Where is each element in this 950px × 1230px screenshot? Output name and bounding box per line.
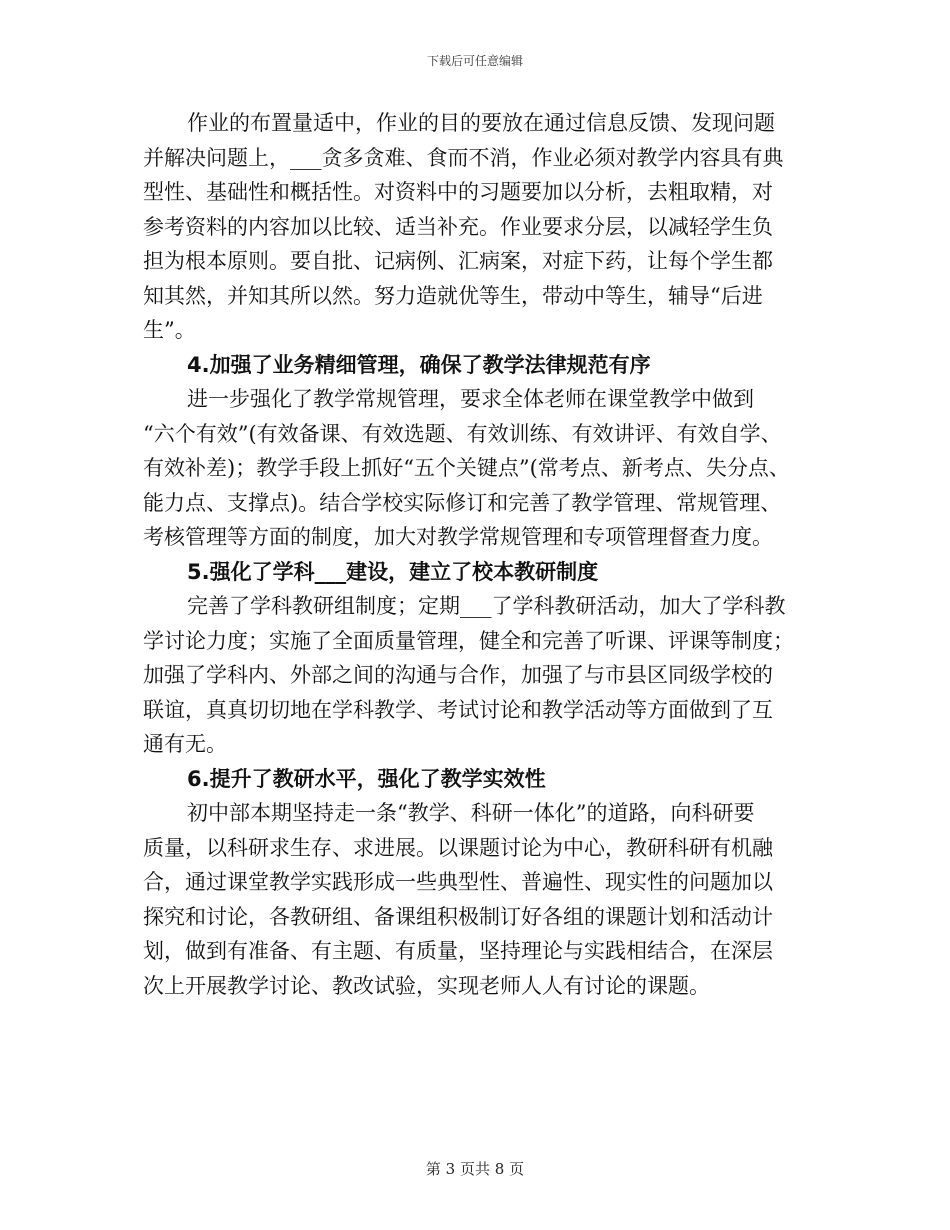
text-line: 担为根本原则。要自批、记病例、汇病案，对症下药，让每个学生都 (143, 249, 773, 273)
text-line: 加强了学科内、外部之间的沟通与合作，加强了与市县区同级学校的 (143, 663, 773, 687)
text-line: 质量，以科研求生存、求进展。以课题讨论为中心，教研科研有机融 (143, 835, 773, 860)
text-line: 完善了学科教研组制度；定期___了学科教研活动，加大了学科教 (187, 594, 786, 618)
text-line: 作业的布置量适中，作业的目的要放在通过信息反馈、发现问题 (187, 111, 775, 135)
section-heading-5: 5.强化了学科___建设，建立了校本教研制度 (187, 559, 599, 584)
text-line: 联谊，真真切切地在学科教学、考试讨论和教学活动等方面做到了互 (143, 697, 773, 722)
section-heading-4: 4.加强了业务精细管理，确保了教学法律规范有序 (187, 352, 651, 377)
text-line: “六个有效”(有效备课、有效选题、有效训练、有效讲评、有效自学、 (143, 421, 782, 446)
text-line: 考核管理等方面的制度，加大对教学常规管理和专项管理督查力度。 (143, 525, 773, 549)
paragraph-research-system (143, 589, 823, 762)
text-line: 并解决问题上，___贪多贪难、食而不消，作业必须对教学内容具有典 (143, 145, 784, 170)
text-line: 知其然，并知其所以然。努力造就优等生，带动中等生，辅导“后进 (143, 283, 763, 308)
page-number: 第 3 页共 8 页 (425, 1160, 525, 1178)
text-line: 进一步强化了教学常规管理，要求全体老师在课堂教学中做到 (187, 387, 754, 411)
section-heading-6: 6.提升了教研水平，强化了教学实效性 (187, 766, 546, 791)
text-line: 探究和讨论，各教研组、备课组积极制订好各组的课题计划和活动计 (143, 904, 773, 929)
document-body (143, 106, 823, 1003)
text-line: 划，做到有准备、有主题、有质量，坚持理论与实践相结合，在深层 (143, 939, 773, 963)
text-line: 学讨论力度；实施了全面质量管理，健全和完善了听课、评课等制度； (143, 628, 794, 653)
paragraph-management (143, 382, 823, 555)
text-line: 通有无。 (143, 732, 227, 756)
text-line: 初中部本期坚持走一条“教学、科研一体化”的道路，向科研要 (187, 801, 755, 825)
text-line: 型性、基础性和概括性。对资料中的习题要加以分析，去粗取精，对 (143, 180, 773, 204)
text-line: 次上开展教学讨论、教改试验，实现老师人人有讨论的课题。 (143, 973, 710, 998)
text-line: 生”。 (143, 318, 196, 342)
text-line: 有效补差)；教学手段上抓好“五个关键点”(常考点、新考点、失分点、 (143, 456, 790, 480)
text-line: 能力点、支撑点)。结合学校实际修订和完善了教学管理、常规管理、 (143, 490, 782, 515)
paragraph-homework (143, 106, 823, 348)
paragraph-research-level (143, 796, 823, 1003)
page-header: 下载后可任意编辑 (426, 54, 523, 68)
text-line: 参考资料的内容加以比较、适当补充。作业要求分层，以减轻学生负 (143, 214, 773, 239)
text-line: 合，通过课堂教学实践形成一些典型性、普遍性、现实性的问题加以 (143, 870, 773, 894)
